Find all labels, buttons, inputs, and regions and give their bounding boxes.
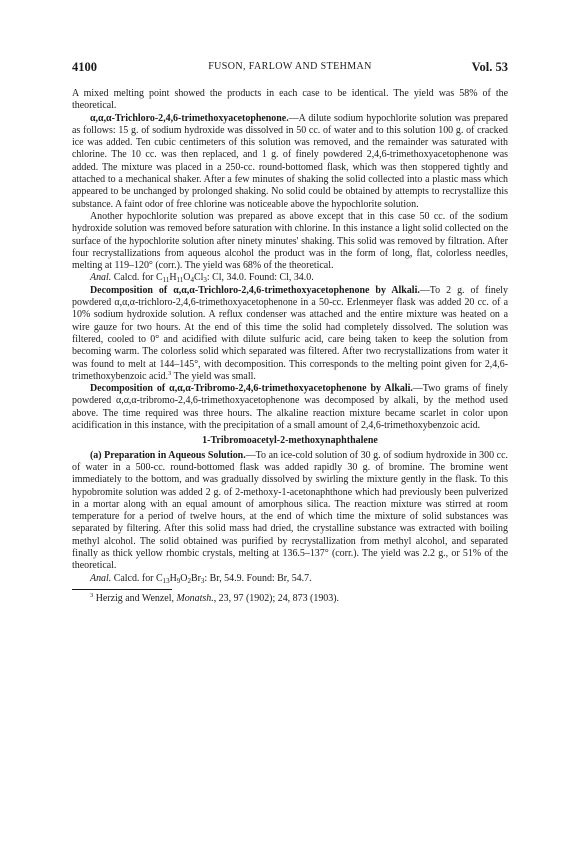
section-title: 1-Tribromoacetyl-2-methoxynaphthalene [202,435,378,447]
heading-dash: — [288,112,299,124]
running-header [72,60,508,76]
running-title: FUSON, FARLOW AND STEHMAN [208,61,372,72]
paragraph-decomposition-trichloro: Decomposition of α,α,α-Trichloro-2,4,6-trimethoxyacetophenone by Alkali.—To 2 g. of finely powdered α,α,α-trichloro-2,4,6-trimethoxyacetophenone in a 50-cc. Erlenmeyer flask was added 20 cc. of a 10% sodium hydroxide solution. A reflux condenser was attached and the entire mixture was heated on a wire gauze for two hours. At the end of this time the solid had completely dissolved. The solution was filtered, cooled to 0° and acidified with dilute sulfuric acid, care being taken to keep the solution from becoming warm. The colorless solid which separated was filtered. After two recrystallizations from water it was found to melt at 144–145°, with decomposition. This corresponds to the melting point given for 2,4,6-trimethoxybenzoic acid.$^3$ The yield was small. [72,284,508,382]
analysis-label: Anal. [90,572,112,584]
heading-decomposition-trichloro: Decomposition of α,α,α-Trichloro-2,4,6-trimethoxyacetophenone by Alkali. [90,284,420,296]
paragraph-trichloro-preparation [72,113,508,211]
paragraph-text: A dilute sodium hypochlorite solution was prepared as follows: 15 g. of sodium hydroxide was dissolved in 50 cc. of water and to this solution 100 g. of cracked ice was added. Ten cubic centimeters of this solution was removed, and the remainder was saturated with chlorine. The 10 cc. was then replaced, and 1 g. of finely powdered 2,4,6-trimethoxyacetophenone was added. The mixture was placed in a 250-cc. round-bottomed flask, which was then stoppered tightly and attached to a mechanical shaker. After a few minutes of shaking the solid collected into a plastic mass which appeared to be unchanged by prolonged shaking. No solid could be obtained by attempts to recrystallize this substance. A faint odor of free chlorine was noticeable above the hypochlorite solution. [72,112,508,210]
volume-label: Vol. 53 [471,60,508,74]
article-body [72,88,508,605]
page-number: 4100 [72,60,97,74]
analysis-label: Anal. [90,272,112,284]
paragraph-decomposition-tribromo: Decomposition of α,α,α-Tribromo-2,4,6-trimethoxyacetophenone by Alkali.—Two grams of finely powdered α,α,α-tribromo-2,4,6-trimethoxyacetophenone was decomposed by alkali, by the method used above. The time required was three hours. The alkaline reaction mixture became scarlet in color upon acidification in this instance, with the precipitation of a small amount of 2,4,6-trimethoxybenzoic acid. [72,383,509,432]
footnote-divider [72,589,172,590]
journal-name: Monatsh. [176,592,214,604]
footnote: $^3$ Herzig and Wenzel, Monatsh., 23, 97 (1902); 24, 873 (1903). [90,591,340,604]
analysis-trichloro: Anal. Calcd. for $C_{11}H_{11}O_4Cl_3$: Cl, 34.0. Found: Cl, 34.0. [90,272,314,285]
footnote-reference: 3 [168,369,172,377]
heading-aqueous-preparation: (a) Preparation in Aqueous Solution. [90,449,246,461]
paragraph-aqueous-preparation: (a) Preparation in Aqueous Solution.—To an ice-cold solution of 30 g. of sodium hydroxide in 300 cc. of water in a 500-cc. round-bottomed flask was added rapidly 30 g. of bromine. The bromine went immediately to the bottom, and was gradually dissolved by swirling the mixture gently in the flask. To this hypobromite solution was added 2 g. of 2-methoxy-1-acetonaphthone which had previously been pulverized in a mortar along with an equal amount of amorphous silica. The reaction mixture was stirred at room temperature for a period of twelve hours, at the end of which time the mixture of solid substances was separated by filtering. After this solid mass had dried, the crystalline substance was extracted with boiling methyl alcohol. The solid obtained was purified by recrystallization from methyl alcohol, and separated finally as thick yellow rhombic crystals, melting at 136.5–137° (corr.). The yield was 2.2 g., or 51% of the theoretical. [72,449,508,572]
footnote-mark: 3 [90,591,94,599]
paragraph-mixed-melting-point: A mixed melting point showed the products in each case to be identical. The yield was 58% of the theoretical. [72,88,508,112]
heading-trichloro: α,α,α-Trichloro-2,4,6-trimethoxyacetophenone. [90,112,289,124]
paragraph-second-hypochlorite: Another hypochlorite solution was prepared as above except that in this case 50 cc. of the sodium hydroxide solution was removed before saturation with chlorine. In this instance a light solid collected on the surface of the hypochlorite solution after ninety minutes' shaking. This solid was removed by filtration. After four recrystallizations from aqueous alcohol the product was in the form of long, flat, colorless needles, melting at 119–120° (corr.). The yield was 68% of the theoretical. [72,210,508,272]
heading-decomposition-tribromo: Decomposition of α,α,α-Tribromo-2,4,6-trimethoxyacetophenone by Alkali. [90,383,413,395]
journal-page [72,60,508,605]
analysis-tribromo: Anal. Calcd. for $C_{13}H_9O_2Br_3$: Br, 54.9. Found: Br, 54.7. [90,572,312,585]
